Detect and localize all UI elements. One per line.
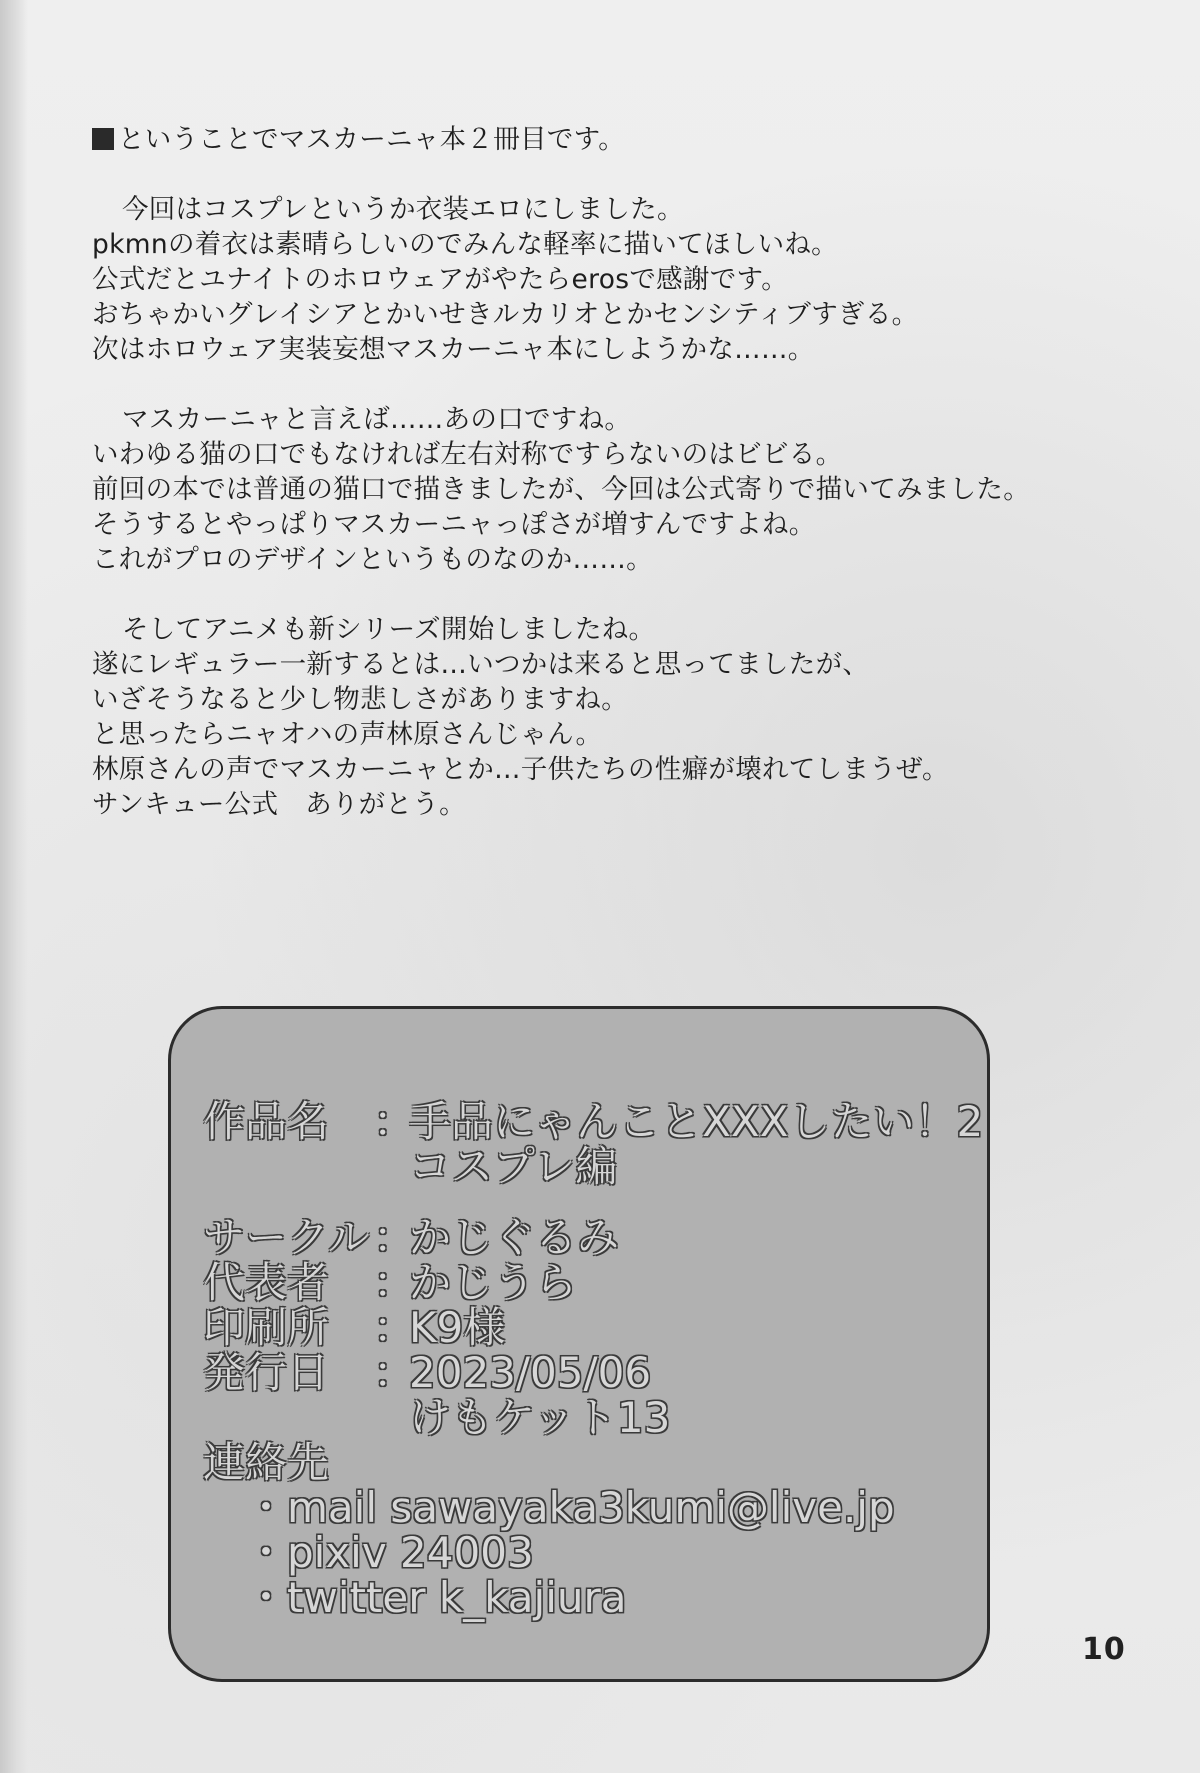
circle-label: サークル bbox=[203, 1213, 370, 1262]
paragraph-line: と思ったらニャオハの声林原さんじゃん。 bbox=[92, 719, 603, 750]
circle-value: かじぐるみ bbox=[409, 1213, 620, 1262]
colophon-circle-row bbox=[203, 1215, 983, 1260]
square-bullet-icon bbox=[92, 128, 114, 150]
separator: ： bbox=[373, 1097, 416, 1146]
colophon-text bbox=[203, 1099, 983, 1620]
event-value: けもケット13 bbox=[409, 1393, 671, 1442]
colophon-representative-row bbox=[203, 1260, 983, 1305]
paragraph-line: いわゆる猫の口でもなければ左右対称ですらないのはビビる。 bbox=[92, 439, 843, 470]
separator: ： bbox=[373, 1213, 416, 1262]
representative-value: かじうら bbox=[409, 1258, 578, 1307]
paragraph-line: 次はホロウェア実装妄想マスカーニャ本にしようかな……。 bbox=[92, 334, 815, 365]
paragraph-line: 今回はコスプレというか衣装エロにしました。 bbox=[122, 194, 684, 225]
colophon-title-row bbox=[203, 1099, 983, 1144]
paragraph-line: マスカーニャと言えば……あの口ですね。 bbox=[122, 404, 632, 435]
afterword-heading-line bbox=[92, 122, 1152, 157]
paragraph-line: 遂にレギュラー一新するとは…いつかは来ると思ってましたが、 bbox=[92, 649, 870, 680]
separator: ： bbox=[373, 1348, 416, 1397]
afterword-text bbox=[92, 122, 1152, 822]
separator: ： bbox=[373, 1303, 416, 1352]
afterword-heading: ということでマスカーニャ本２冊目です。 bbox=[118, 124, 626, 155]
paragraph-line: いざそうなると少し物悲しさがありますね。 bbox=[92, 684, 628, 715]
date-value: 2023/05/06 bbox=[409, 1348, 652, 1397]
contact-mail: ・mail sawayaka3kumi@live.jp bbox=[245, 1483, 895, 1532]
title-label: 作品名 bbox=[203, 1097, 330, 1146]
printer-label: 印刷所 bbox=[203, 1303, 330, 1352]
paragraph-line: サンキュー公式 ありがとう。 bbox=[92, 789, 466, 820]
separator: ： bbox=[373, 1258, 416, 1307]
printer-value: K9様 bbox=[409, 1303, 506, 1352]
page-binding-shadow bbox=[0, 0, 28, 1773]
title-subtitle: コスプレ編 bbox=[409, 1142, 618, 1191]
paragraph-line: 公式だとユナイトのホロウェアがやたらerosで感謝です。 bbox=[92, 264, 789, 295]
contact-label: 連絡先 bbox=[203, 1438, 330, 1487]
paragraph-line: 林原さんの声でマスカーニャとか…子供たちの性癖が壊れてしまうぜ。 bbox=[92, 754, 949, 785]
paragraph-line: そうするとやっぱりマスカーニャっぽさが増すんですよね。 bbox=[92, 509, 816, 540]
paragraph-line: pkmnの着衣は素晴らしいのでみんな軽率に描いてほしいね。 bbox=[92, 229, 838, 260]
paragraph-line: これがプロのデザインというものなのか……。 bbox=[92, 544, 653, 575]
title-value: 手品にゃんことXXXしたい！2 bbox=[409, 1097, 984, 1146]
page-number: 10 bbox=[1082, 1632, 1126, 1667]
paragraph-line: おちゃかいグレイシアとかいせきルカリオとかセンシティブすぎる。 bbox=[92, 299, 919, 330]
representative-label: 代表者 bbox=[203, 1258, 330, 1307]
colophon-printer-row bbox=[203, 1305, 983, 1350]
colophon-date-row bbox=[203, 1350, 983, 1395]
colophon-box bbox=[168, 1006, 990, 1682]
paragraph-line: そしてアニメも新シリーズ開始しましたね。 bbox=[122, 614, 656, 645]
paragraph-line: 前回の本では普通の猫口で描きましたが、今回は公式寄りで描いてみました。 bbox=[92, 474, 1030, 505]
date-label: 発行日 bbox=[203, 1348, 330, 1397]
contact-twitter: ・twitter k_kajiura bbox=[245, 1573, 627, 1622]
contact-pixiv: ・pixiv 24003 bbox=[245, 1528, 534, 1577]
